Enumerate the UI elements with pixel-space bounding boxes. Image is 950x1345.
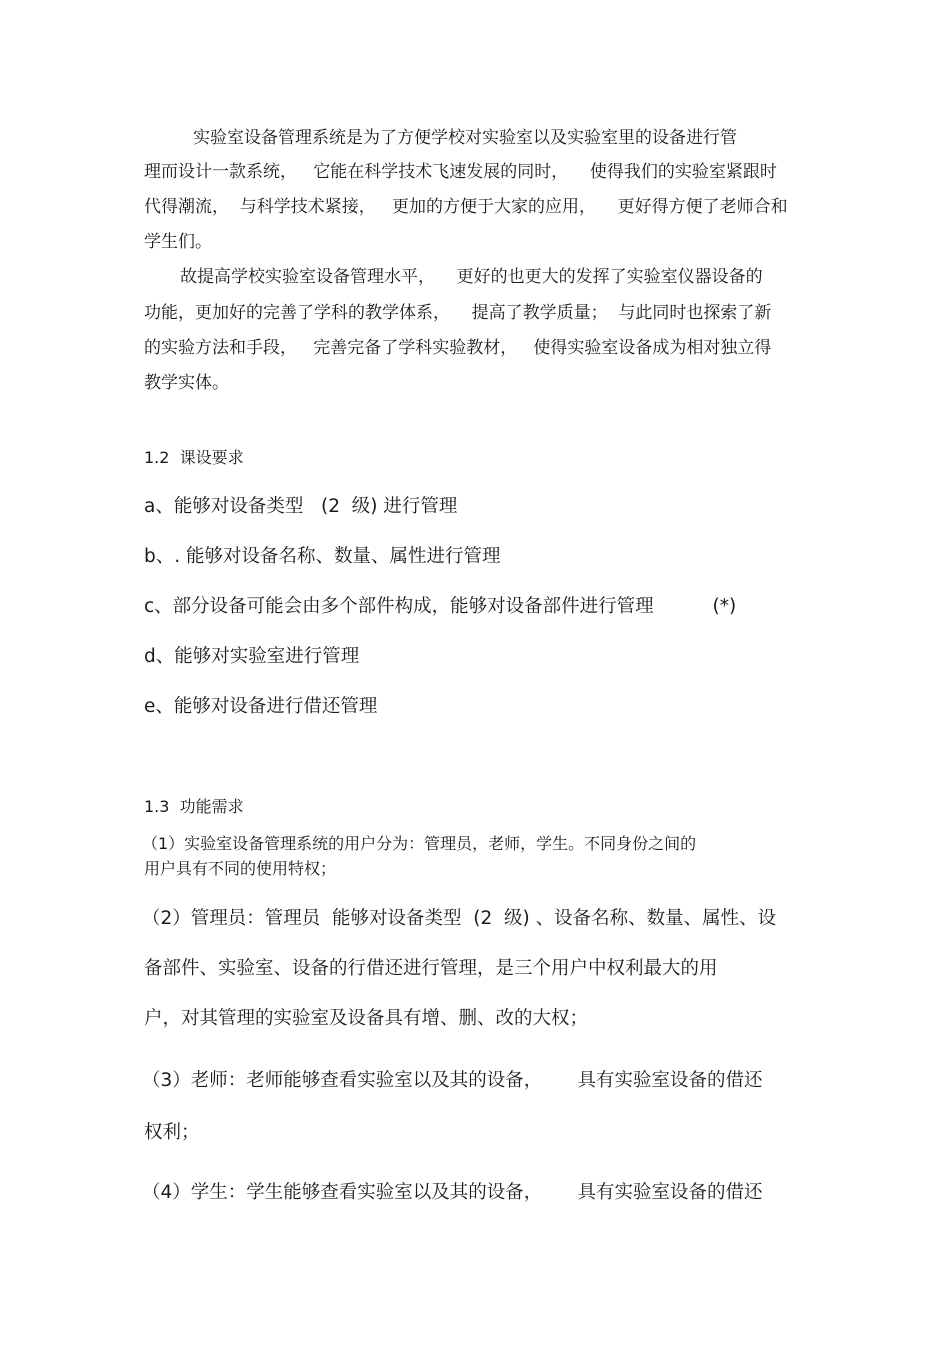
function-req-1-line-2: 用户具有不同的使用特权； — [144, 859, 337, 878]
intro-p2-line-1: 故提高学校实验室设备管理水平， 更好的也更大的发挥了实验室仪器设备的 — [180, 267, 763, 287]
requirement-item-c: c、部分设备可能会由多个部件构成，能够对设备部件进行管理 (*) — [144, 596, 737, 617]
intro-p1-line-1: 实验室设备管理系统是为了方便学校对实验室以及实验室里的设备进行管 — [193, 128, 737, 148]
function-req-3-line-1: （3）老师：老师能够查看实验室以及其的设备， 具有实验室设备的借还 — [142, 1070, 763, 1091]
function-req-1-line-1: （1）实验室设备管理系统的用户分为：管理员，老师，学生。不同身份之间的 — [142, 834, 697, 853]
function-req-3-line-2: 权利； — [144, 1122, 200, 1143]
section-1-2-heading: 1.2 课设要求 — [144, 448, 244, 467]
function-req-2-line-2: 备部件、实验室、设备的行借还进行管理，是三个用户中权利最大的用 — [144, 958, 718, 979]
requirement-item-e: e、能够对设备进行借还管理 — [144, 696, 378, 717]
intro-p2-line-4: 教学实体。 — [144, 373, 229, 393]
section-1-3-heading: 1.3 功能需求 — [144, 797, 244, 816]
intro-p2-line-3: 的实验方法和手段， 完善完备了学科实验教材， 使得实验室设备成为相对独立得 — [144, 338, 772, 358]
requirement-item-a: a、能够对设备类型 (2 级) 进行管理 — [144, 496, 458, 517]
intro-p1-line-3: 代得潮流， 与科学技术紧接， 更加的方便于大家的应用， 更好得方便了老师合和 — [144, 197, 788, 217]
intro-p2-line-2: 功能，更加好的完善了学科的教学体系， 提高了教学质量； 与此同时也探索了新 — [144, 303, 772, 323]
intro-p1-line-2: 理而设计一款系统， 它能在科学技术飞速发展的同时， 使得我们的实验室紧跟时 — [144, 162, 777, 182]
intro-p1-line-4: 学生们。 — [144, 232, 212, 252]
function-req-4-line-1: （4）学生：学生能够查看实验室以及其的设备， 具有实验室设备的借还 — [142, 1182, 763, 1203]
requirement-item-b: b、. 能够对设备名称、数量、属性进行管理 — [144, 546, 501, 567]
function-req-2-line-3: 户，对其管理的实验室及设备具有增、删、改的大权； — [144, 1008, 589, 1029]
function-req-2-line-1: （2）管理员：管理员 能够对设备类型 (2 级) 、设备名称、数量、属性、设 — [142, 908, 777, 929]
requirement-item-d: d、能够对实验室进行管理 — [144, 646, 360, 667]
